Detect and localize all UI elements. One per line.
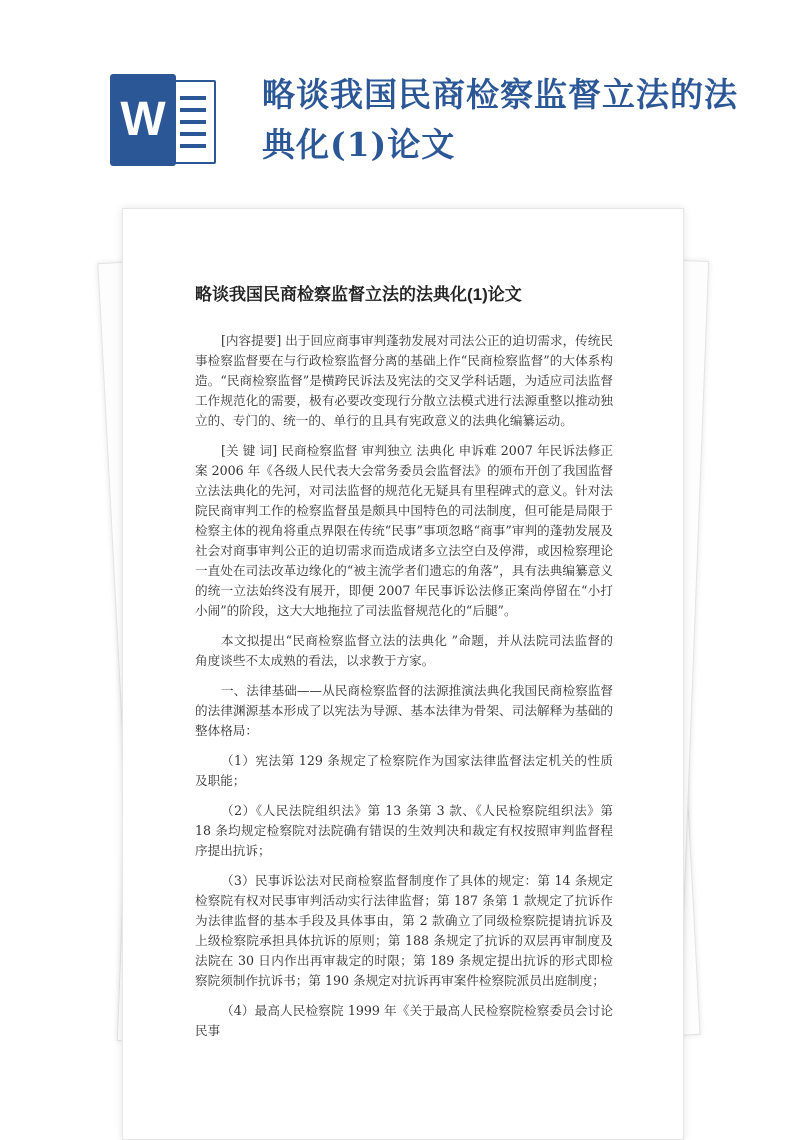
- doc-line: [180, 108, 206, 112]
- paragraph: （4）最高人民检察院 1999 年《关于最高人民检察院检察委员会讨论民事: [195, 1003, 613, 1038]
- doc-line: [180, 132, 206, 136]
- doc-line: [180, 96, 206, 100]
- paragraph: （3）民事诉讼法对民商检察监督制度作了具体的规定：第 14 条规定检察院有权对民事审判活动实行法律监督；第 187 条第 1 款规定了抗诉作为法律监督的基本手段及具体事由，第 2 款确立了同级检察院提请抗诉及上级检察院承担具体抗诉的原则；第 188 条规定了抗诉的双层再审制度及法院在 30 日内作出再审裁定的时限；第 189 条规定提出抗诉的形式即检察院须制作抗诉书；第 190 条规定对抗诉再审案件检察院派员出庭制度；: [195, 873, 613, 988]
- doc-line: [180, 120, 206, 124]
- word-w-badge: W: [110, 74, 176, 166]
- document-body: [195, 331, 613, 1051]
- paragraph: [内容提要] 出于回应商事审判蓬勃发展对司法公正的迫切需求，传统民事检察监督要在与行政检察监督分离的基础上作“民商检察监督”的大体系构造。“民商检察监督”是横跨民诉法及宪法的交叉学科话题，为适应司法监督工作规范化的需要，极有必要改变现行分散立法模式进行法源重整以推动独立的、专门的、统一的、单行的且具有宪政意义的法典化编纂运动。: [195, 333, 613, 428]
- paragraph: 一、法律基础——从民商检察监督的法源推演法典化我国民商检察监督的法律渊源基本形成了以宪法为导源、基本法律为骨架、司法解释为基础的整体格局：: [195, 683, 613, 738]
- paragraph: （2）《人民法院组织法》第 13 条第 3 款、《人民检察院组织法》第 18 条均规定检察院对法院确有错误的生效判决和裁定有权按照审判监督程序提出抗诉；: [195, 803, 613, 858]
- doc-line: [180, 144, 206, 148]
- paragraph: [关 键 词] 民商检察监督 审判独立 法典化 申诉难 2007 年民诉法修正案 2006 年《各级人民代表大会常务委员会监督法》的颁布开创了我国监督立法法典化的先河，对司法监督的规范化无疑具有里程碑式的意义。针对法院民商审判工作的检察监督虽是颇具中国特色的司法制度，但可能是局限于检察主体的视角将重点界限在传统“民事”事项忽略“商事”审判的蓬勃发展及社会对商事审判公正的迫切需求而造成诸多立法空白及停滞，或因检察理论一直处在司法改革边缘化的“被主流学者们遗忘的角落”，具有法典编纂意义的统一立法始终没有展开，即便 2007 年民事诉讼法修正案尚停留在“小打小闹”的阶段，这大大地拖拉了司法监督规范化的“后腿”。: [195, 443, 613, 618]
- word-doc-icon: [110, 74, 216, 166]
- paragraph: （1）宪法第 129 条规定了检察院作为国家法律监督法定机关的性质及职能；: [195, 753, 613, 788]
- paragraph: 本文拟提出“民商检察监督立法的法典化 ”命题，并从法院司法监督的角度谈些不太成熟的看法，以求教于方家。: [195, 633, 613, 668]
- header-title: 略谈我国民商检察监督立法的法典化(1)论文: [262, 75, 738, 164]
- document-title: 略谈我国民商检察监督立法的法典化(1)论文: [195, 285, 522, 304]
- document-page: [122, 208, 684, 1140]
